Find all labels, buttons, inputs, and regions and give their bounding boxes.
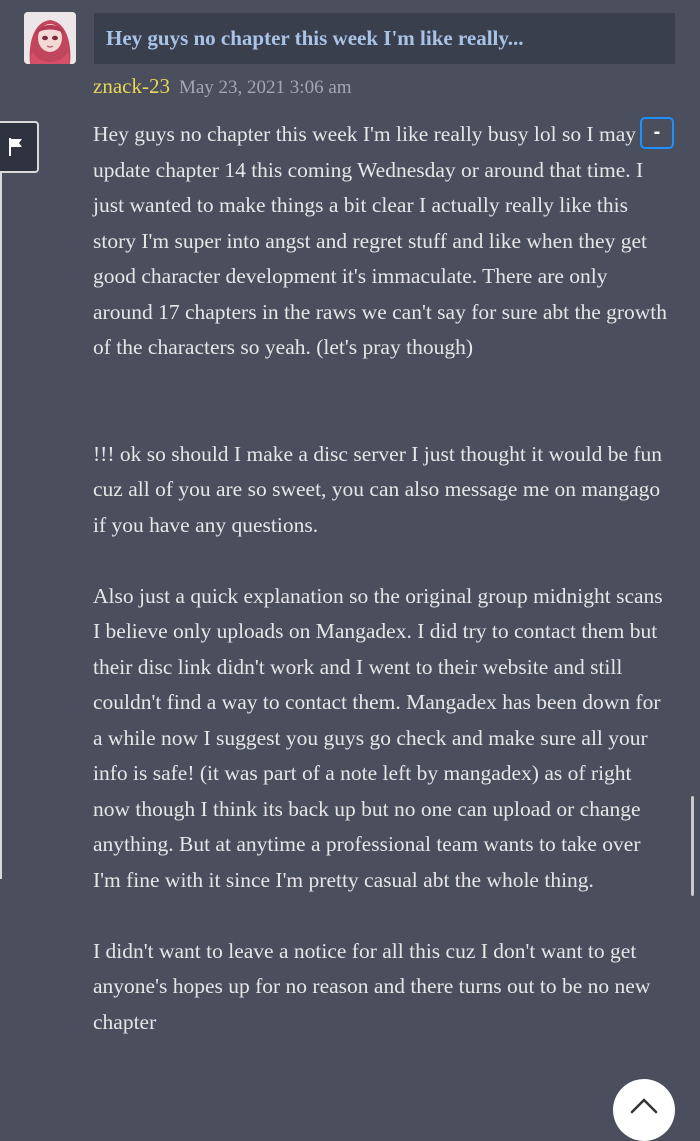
scrollbar-thumb[interactable]	[691, 796, 694, 896]
avatar-image	[24, 12, 76, 64]
comment-paragraph: I didn't want to leave a notice for all this cuz I don't want to get anyone's hopes up for no reason and there turns out to be no new chapter	[93, 938, 651, 1034]
comment-paragraph: !!! ok so should I make a disc server I just thought it would be fun cuz all of you are so sweet, you can also message me on mangago if you have any questions.	[93, 441, 663, 537]
report-flag-button[interactable]	[0, 121, 39, 173]
post-title[interactable]: Hey guys no chapter this week I'm like really...	[94, 13, 675, 64]
post-meta	[93, 74, 352, 99]
collapse-button[interactable]: -	[640, 117, 674, 149]
avatar[interactable]	[24, 12, 76, 64]
comment-paragraph: Hey guys no chapter this week I'm like really busy lol so I may update chapter 14 this coming Wednesday or around that time. I just wanted to make things a bit clear I actually really like this story I'm super into angst and regret stuff and like when they get good character development it's immaculate. There are only around 17 chapters in the raws we can't say for sure abt the growth of the characters so yeah. (let's pray though)	[93, 122, 668, 359]
chevron-up-icon	[629, 1095, 659, 1115]
post-timestamp: May 23, 2021 3:06 am	[178, 77, 352, 98]
flag-icon	[8, 137, 24, 157]
comment-body	[93, 117, 669, 1040]
scroll-to-top-button[interactable]	[613, 1079, 675, 1141]
comment-paragraph: Also just a quick explanation so the original group midnight scans I believe only uploads on Mangadex. I did try to contact them but their disc link didn't work and I went to their website and still couldn't find a way to contact them. Mangadex has been down for a while now I suggest you guys go check and make sure all your info is safe! (it was part of a note left by mangadex) as of right now though I think its back up but no one can upload or change anything. But at anytime a professional team wants to take over I'm fine with it since I'm pretty casual abt the whole thing.	[93, 583, 663, 892]
username-link[interactable]: znack-23	[93, 74, 170, 98]
thread-rail	[0, 173, 2, 879]
